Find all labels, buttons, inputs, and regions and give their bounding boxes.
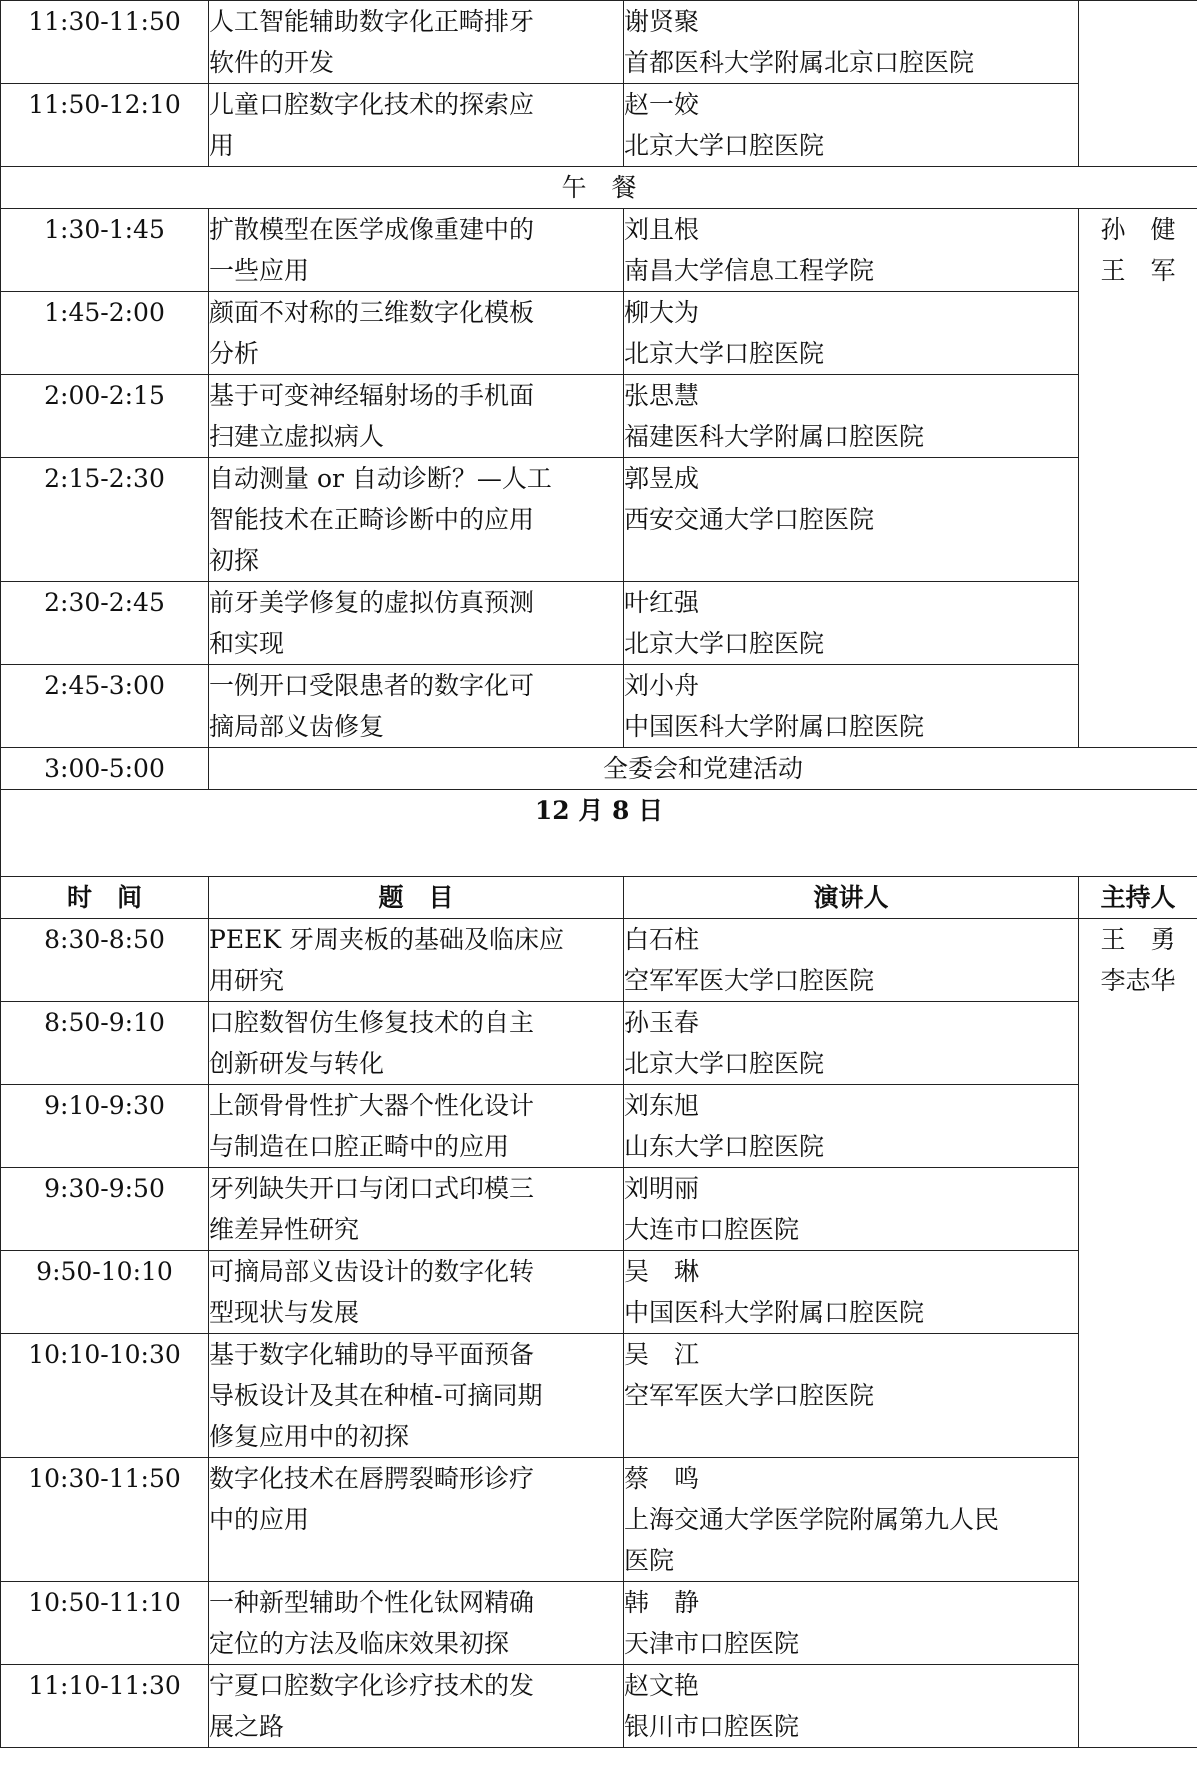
talk-title-line: 一些应用 [209,256,310,285]
header-speaker: 演讲人 [624,877,1079,919]
table-row [1,209,1197,292]
speaker-cell [624,1582,1079,1665]
title-cell [209,1085,624,1168]
host-name: 王 军 [1100,256,1176,285]
talk-title-line: PEEK 牙周夹板的基础及临床应 [209,925,564,954]
talk-title-line: 前牙美学修复的虚拟仿真预测 [209,588,535,617]
talk-title-line: 导板设计及其在种植-可摘同期 [209,1381,543,1410]
host-cell-empty [1079,1,1197,167]
talk-title-line: 与制造在口腔正畸中的应用 [209,1132,510,1161]
speaker-name: 刘小舟 [624,671,700,700]
speaker-cell [624,919,1079,1002]
speaker-affiliation: 西安交通大学口腔医院 [624,505,875,534]
talk-title-line: 颜面不对称的三维数字化模板 [209,298,535,327]
speaker-affiliation: 大连市口腔医院 [624,1215,800,1244]
time-cell: 2:00-2:15 [1,375,209,458]
speaker-name: 蔡 鸣 [624,1464,700,1493]
speaker-affiliation: 医院 [624,1546,675,1575]
speaker-affiliation: 天津市口腔医院 [624,1629,800,1658]
table-row [1,1458,1197,1582]
talk-title-line: 人工智能辅助数字化正畸排牙 [209,7,535,36]
speaker-cell [624,292,1079,375]
talk-title-line: 摘局部义齿修复 [209,712,385,741]
speaker-name: 张思慧 [624,381,700,410]
header-time: 时 间 [1,877,209,919]
title-cell [209,1665,624,1748]
day-title-row [1,790,1197,877]
time-cell: 10:30-11:50 [1,1458,209,1582]
time-cell: 11:50-12:10 [1,84,209,167]
time-cell: 2:30-2:45 [1,582,209,665]
title-cell [209,84,624,167]
talk-title-line: 数字化技术在唇腭裂畸形诊疗 [209,1464,535,1493]
table-row [1,458,1197,582]
time-cell: 9:30-9:50 [1,1168,209,1251]
table-header-row [1,877,1197,919]
time-cell: 9:50-10:10 [1,1251,209,1334]
table-row [1,375,1197,458]
talk-title-line: 展之路 [209,1712,285,1741]
talk-title-line: 一种新型辅助个性化钛网精确 [209,1588,535,1617]
speaker-affiliation: 中国医科大学附属口腔医院 [624,1298,925,1327]
speaker-cell [624,1334,1079,1458]
speaker-cell [624,1168,1079,1251]
talk-title-line: 型现状与发展 [209,1298,360,1327]
title-cell [209,375,624,458]
speaker-cell [624,1251,1079,1334]
speaker-cell [624,1085,1079,1168]
talk-title-line: 牙列缺失开口与闭口式印模三 [209,1174,535,1203]
table-row [1,665,1197,748]
title-cell [209,582,624,665]
speaker-name: 白石柱 [624,925,700,954]
table-row [1,582,1197,665]
speaker-name: 吴 江 [624,1340,700,1369]
speaker-affiliation: 银川市口腔医院 [624,1712,800,1741]
time-cell: 2:45-3:00 [1,665,209,748]
table-row [1,1002,1197,1085]
speaker-name: 刘东旭 [624,1091,700,1120]
table-row [1,919,1197,1002]
speaker-cell [624,458,1079,582]
time-cell: 1:45-2:00 [1,292,209,375]
talk-title-line: 自动测量 or 自动诊断？—人工 [209,464,552,493]
speaker-cell [624,84,1079,167]
lunch-label: 午 餐 [1,167,1197,209]
title-cell [209,919,624,1002]
speaker-name: 赵文艳 [624,1671,700,1700]
speaker-affiliation: 首都医科大学附属北京口腔医院 [624,48,975,77]
speaker-name: 叶红强 [624,588,700,617]
talk-title-line: 维差异性研究 [209,1215,360,1244]
title-cell [209,665,624,748]
speaker-affiliation: 福建医科大学附属口腔医院 [624,422,925,451]
table-row [1,1334,1197,1458]
speaker-cell [624,1002,1079,1085]
talk-title-line: 用研究 [209,966,285,995]
talk-title-line: 可摘局部义齿设计的数字化转 [209,1257,535,1286]
title-cell [209,1,624,84]
time-cell: 11:10-11:30 [1,1665,209,1748]
host-cell-afternoon [1079,209,1197,748]
speaker-affiliation: 上海交通大学医学院附属第九人民 [624,1505,1000,1534]
speaker-cell [624,1,1079,84]
talk-title-line: 智能技术在正畸诊断中的应用 [209,505,535,534]
title-cell [209,292,624,375]
lunch-row [1,167,1197,209]
title-cell [209,1002,624,1085]
time-cell: 11:30-11:50 [1,1,209,84]
speaker-name: 谢贤聚 [624,7,700,36]
talk-title-line: 扩散模型在医学成像重建中的 [209,215,535,244]
speaker-cell [624,582,1079,665]
speaker-affiliation: 山东大学口腔医院 [624,1132,825,1161]
speaker-name: 赵一姣 [624,90,700,119]
header-title: 题 目 [209,877,624,919]
talk-title-line: 软件的开发 [209,48,335,77]
table-row [1,84,1197,167]
host-name: 王 勇 [1100,925,1176,954]
title-cell [209,1582,624,1665]
speaker-affiliation: 空军军医大学口腔医院 [624,966,875,995]
talk-title-line: 初探 [209,546,260,575]
talk-title-line: 基于可变神经辐射场的手机面 [209,381,535,410]
time-cell: 10:50-11:10 [1,1582,209,1665]
talk-title-line: 分析 [209,339,260,368]
table-row [1,1168,1197,1251]
title-cell [209,1334,624,1458]
talk-title-line: 用 [209,131,235,160]
speaker-cell [624,375,1079,458]
speaker-affiliation: 南昌大学信息工程学院 [624,256,875,285]
title-cell [209,1168,624,1251]
title-cell [209,458,624,582]
speaker-cell [624,209,1079,292]
table-row [1,1085,1197,1168]
speaker-affiliation: 北京大学口腔医院 [624,131,825,160]
day-title: 12 月 8 日 [1,790,1197,877]
table-row [1,1251,1197,1334]
table-row [1,1582,1197,1665]
host-cell-morning [1079,919,1197,1748]
talk-title-line: 一例开口受限患者的数字化可 [209,671,535,700]
speaker-affiliation: 北京大学口腔医院 [624,339,825,368]
title-cell [209,209,624,292]
time-cell: 9:10-9:30 [1,1085,209,1168]
speaker-cell [624,665,1079,748]
committee-activity: 全委会和党建活动 [209,748,1197,790]
speaker-name: 刘明丽 [624,1174,700,1203]
speaker-affiliation: 北京大学口腔医院 [624,629,825,658]
host-name: 孙 健 [1100,215,1176,244]
talk-title-line: 扫建立虚拟病人 [209,422,385,451]
table-row [1,292,1197,375]
time-cell: 8:30-8:50 [1,919,209,1002]
speaker-name: 吴 琳 [624,1257,700,1286]
talk-title-line: 定位的方法及临床效果初探 [209,1629,510,1658]
speaker-affiliation: 中国医科大学附属口腔医院 [624,712,925,741]
time-cell: 10:10-10:30 [1,1334,209,1458]
speaker-name: 郭昱成 [624,464,700,493]
speaker-cell [624,1665,1079,1748]
title-cell [209,1458,624,1582]
speaker-name: 柳大为 [624,298,700,327]
speaker-name: 韩 静 [624,1588,700,1617]
speaker-affiliation: 空军军医大学口腔医院 [624,1381,875,1410]
time-cell: 3:00-5:00 [1,748,209,790]
speaker-name: 刘且根 [624,215,700,244]
talk-title-line: 基于数字化辅助的导平面预备 [209,1340,535,1369]
table-row [1,1,1197,84]
speaker-cell [624,1458,1079,1582]
table-row [1,1665,1197,1748]
time-cell: 1:30-1:45 [1,209,209,292]
time-cell: 8:50-9:10 [1,1002,209,1085]
speaker-affiliation: 北京大学口腔医院 [624,1049,825,1078]
host-name: 李志华 [1100,966,1176,995]
talk-title-line: 中的应用 [209,1505,310,1534]
speaker-name: 孙玉春 [624,1008,700,1037]
talk-title-line: 儿童口腔数字化技术的探索应 [209,90,535,119]
talk-title-line: 创新研发与转化 [209,1049,385,1078]
talk-title-line: 修复应用中的初探 [209,1422,410,1451]
committee-row [1,748,1197,790]
title-cell [209,1251,624,1334]
talk-title-line: 和实现 [209,629,285,658]
header-host: 主持人 [1079,877,1197,919]
time-cell: 2:15-2:30 [1,458,209,582]
talk-title-line: 口腔数智仿生修复技术的自主 [209,1008,535,1037]
talk-title-line: 上颌骨骨性扩大器个性化设计 [209,1091,535,1120]
talk-title-line: 宁夏口腔数字化诊疗技术的发 [209,1671,535,1700]
